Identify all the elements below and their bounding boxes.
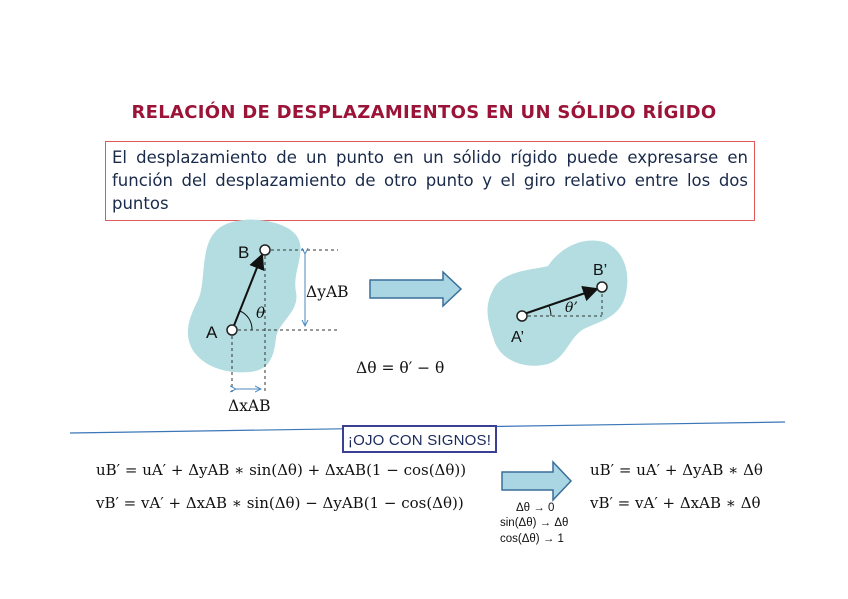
point-b [260,245,270,255]
approx-delta-theta: Δθ → 0 [516,502,555,514]
label-theta: θ [256,304,266,322]
equation-v-full: vB′ = vA′ + ΔxAB ∗ sin(Δθ) − ΔyAB(1 − cos(Δθ)) [96,494,464,512]
label-a: A [206,323,218,342]
label-dx: ΔxAB [228,397,271,415]
label-theta-prime: θ’ [565,300,578,316]
equation-v-linear: vB′ = vA′ + ΔxAB ∗ Δθ [590,494,761,512]
delta-theta-equation: Δθ = θ′ − θ [356,359,445,377]
transform-arrow [370,272,461,306]
warning-box-signs: ¡OJO CON SIGNOS! [342,425,497,453]
label-a-prime: A’ [511,329,525,346]
approx-cos: cos(Δθ) → 1 [500,533,564,545]
point-a [227,325,237,335]
approximation-arrow [502,462,571,500]
approx-sin: sin(Δθ) → Δθ [500,517,569,529]
label-dy: ΔyAB [306,283,349,301]
point-a-prime [517,311,527,321]
point-b-prime [597,282,607,292]
label-b: B [238,243,250,262]
equation-u-linear: uB′ = uA′ + ΔyAB ∗ Δθ [590,461,763,479]
equation-u-full: uB′ = uA′ + ΔyAB ∗ sin(Δθ) + ΔxAB(1 − cos(Δθ)) [96,461,467,479]
intro-text-box: El desplazamiento de un punto en un sólido rígido puede expresarse en función del desplazamiento de otro punto y el giro relativo entre los dos puntos [105,141,755,221]
page-title: RELACIÓN DE DESPLAZAMIENTOS EN UN SÓLIDO RÍGIDO [131,102,717,123]
label-b-prime: B’ [593,262,608,279]
